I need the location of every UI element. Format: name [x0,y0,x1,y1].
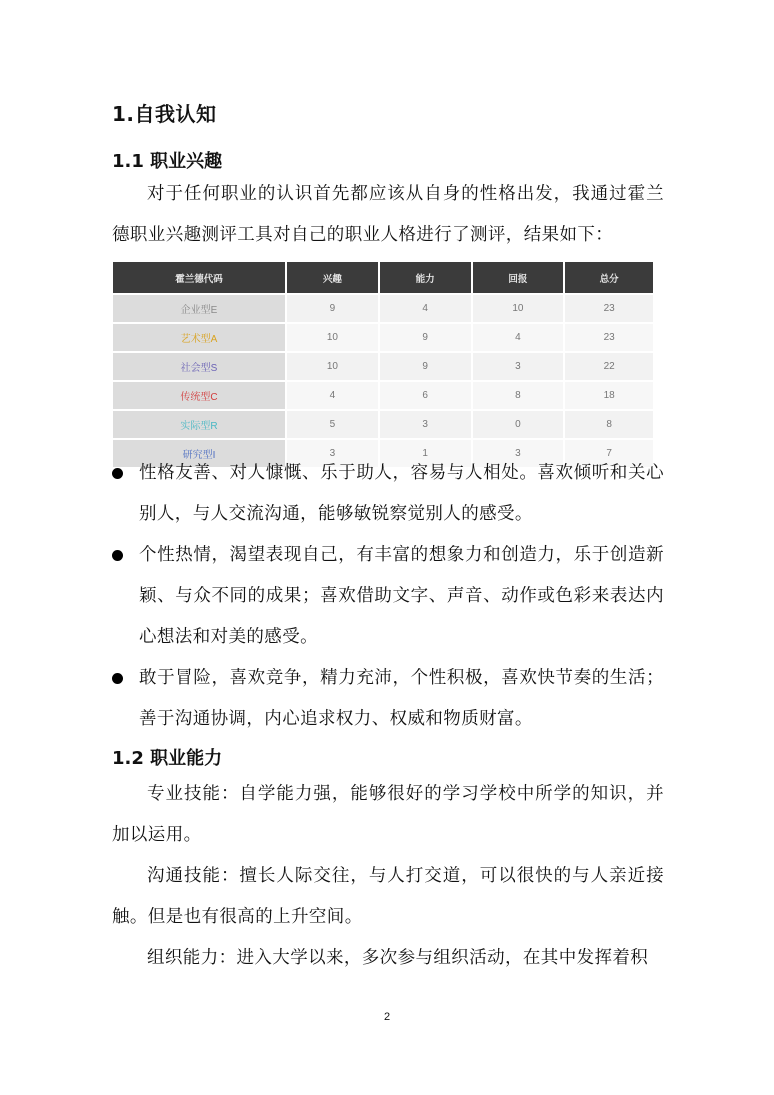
ability-cell: 4 [379,294,472,323]
reward-cell: 3 [472,439,565,467]
interest-cell: 4 [286,381,379,410]
skill-paragraph: 专业技能：自学能力强，能够很好的学习学校中所学的知识，并加以运用。 [112,784,664,845]
list-item-text: 个性热情，渴望表现自己，有丰富的想象力和创造力，乐于创造新颖、与众不同的成果；喜欢借助文字、声音、动作或色彩来表达内心想法和对美的感受。 [139,545,664,647]
interest-cell: 10 [286,352,379,381]
communication-paragraph: 沟通技能：擅长人际交往，与人打交道，可以很快的与人亲近接触。但是也有很高的上升空间。 [112,866,664,927]
bullet-dot-icon [112,468,123,479]
table-row [113,323,653,352]
heading-self-awareness: 1.自我认知 [112,102,217,126]
header-total: 总分 [564,262,653,294]
total-cell: 23 [564,294,653,323]
total-cell: 7 [564,439,653,467]
ability-cell: 9 [379,352,472,381]
reward-cell: 3 [472,352,565,381]
header-holland-code: 霍兰德代码 [113,262,286,294]
page-number: 2 [383,1011,391,1023]
table-header-row [113,262,653,294]
holland-code-table [113,262,653,467]
reward-cell: 4 [472,323,565,352]
table-row [113,410,653,439]
list-item [112,658,664,740]
total-cell: 23 [564,323,653,352]
table-row [113,294,653,323]
interest-cell: 3 [286,439,379,467]
intro-paragraph: 对于任何职业的认识首先都应该从自身的性格出发，我通过霍兰德职业兴趣测评工具对自己的职业人格进行了测评，结果如下： [112,184,664,245]
heading-career-interest: 1.1 职业兴趣 [112,151,223,172]
bullet-dot-icon [112,673,123,684]
list-item [112,453,664,535]
code-cell: 传统型C [113,381,286,410]
list-item-text: 性格友善、对人慷慨、乐于助人，容易与人相处。喜欢倾听和关心别人，与人交流沟通，能够敏锐察觉别人的感受。 [139,463,664,524]
reward-cell: 10 [472,294,565,323]
code-cell: 企业型E [113,294,286,323]
reward-cell: 8 [472,381,565,410]
header-reward: 回报 [472,262,565,294]
interest-cell: 5 [286,410,379,439]
header-interest: 兴趣 [286,262,379,294]
interest-cell: 9 [286,294,379,323]
list-item [112,535,664,658]
code-cell: 研究型I [113,439,286,467]
total-cell: 8 [564,410,653,439]
reward-cell: 0 [472,410,565,439]
ability-cell: 3 [379,410,472,439]
total-cell: 22 [564,352,653,381]
personality-bullet-list [112,453,664,740]
header-ability: 能力 [379,262,472,294]
code-cell: 艺术型A [113,323,286,352]
table-row [113,352,653,381]
code-cell: 社会型S [113,352,286,381]
code-cell: 实际型R [113,410,286,439]
table-row [113,381,653,410]
list-item-text: 敢于冒险，喜欢竞争，精力充沛，个性积极，喜欢快节奏的生活；善于沟通协调，内心追求权力、权威和物质财富。 [139,668,664,729]
ability-cell: 9 [379,323,472,352]
bullet-dot-icon [112,550,123,561]
organization-paragraph: 组织能力：进入大学以来，多次参与组织活动，在其中发挥着积 [147,948,649,968]
ability-cell: 1 [379,439,472,467]
ability-cell: 6 [379,381,472,410]
interest-cell: 10 [286,323,379,352]
total-cell: 18 [564,381,653,410]
heading-career-ability: 1.2 职业能力 [112,748,223,769]
